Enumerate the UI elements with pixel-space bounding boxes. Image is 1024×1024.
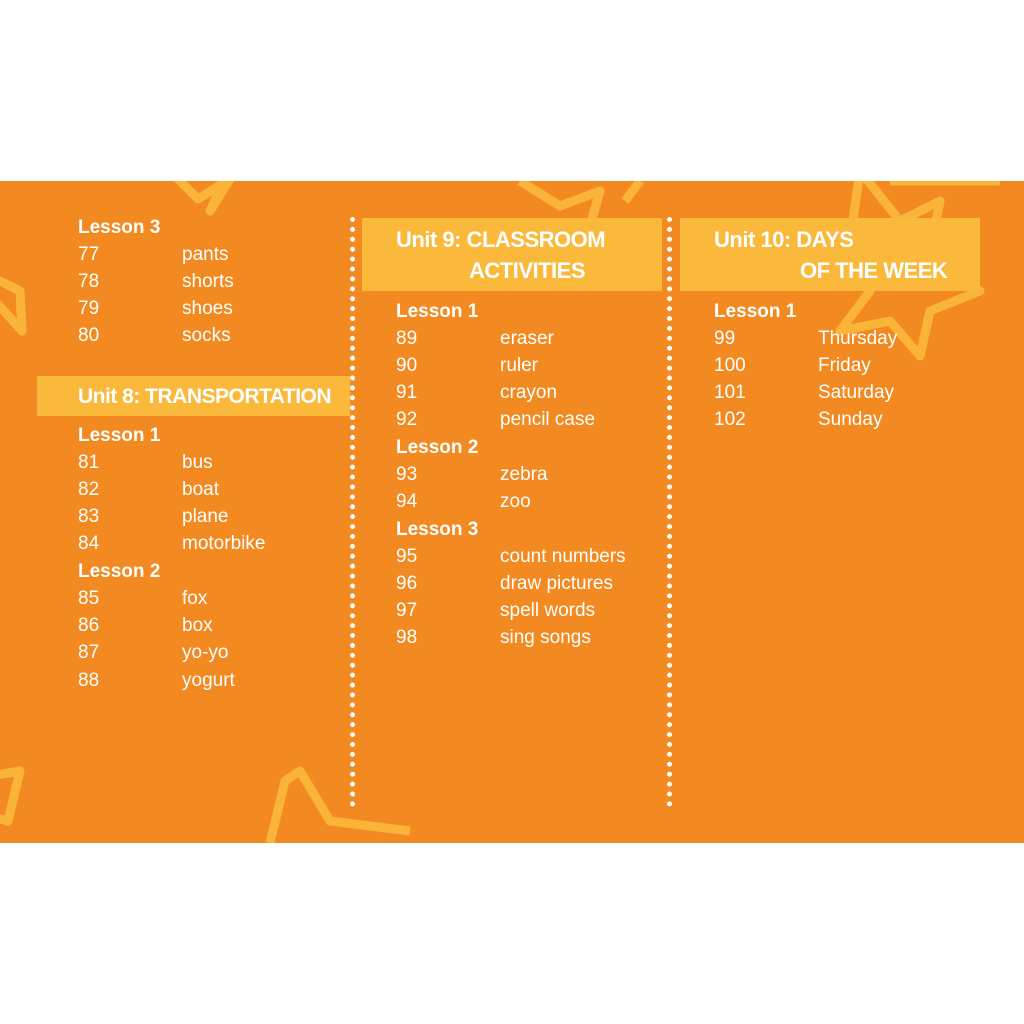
- lesson-heading: Lesson 1: [78, 425, 161, 446]
- item-word: spell words: [500, 600, 596, 621]
- item-word: Sunday: [818, 409, 883, 430]
- lesson-heading: Lesson 2: [396, 437, 479, 458]
- item-number: 84: [78, 533, 100, 554]
- item-number: 78: [78, 271, 100, 292]
- item-word: pants: [182, 244, 229, 265]
- item-number: 98: [396, 627, 418, 648]
- column-divider: [350, 217, 355, 807]
- unit-10-banner: [680, 218, 980, 291]
- item-word: crayon: [500, 382, 558, 403]
- item-word: fox: [182, 588, 208, 609]
- item-word: Thursday: [818, 328, 898, 349]
- item-number: 81: [78, 452, 100, 473]
- item-word: count numbers: [500, 546, 626, 567]
- item-number: 90: [396, 355, 418, 376]
- item-number: 80: [78, 325, 100, 346]
- lesson-heading: Lesson 2: [78, 561, 161, 582]
- item-number: 99: [714, 328, 736, 349]
- item-number: 91: [396, 382, 418, 403]
- item-number: 96: [396, 573, 418, 594]
- item-number: 85: [78, 588, 100, 609]
- item-number: 94: [396, 491, 418, 512]
- item-word: sing songs: [500, 627, 591, 648]
- lesson-heading: Lesson 3: [396, 519, 479, 540]
- column-divider: [667, 217, 672, 807]
- item-number: 97: [396, 600, 418, 621]
- star-outline-icon: [270, 771, 410, 843]
- item-word: Friday: [818, 355, 871, 376]
- item-word: eraser: [500, 328, 554, 349]
- item-word: motorbike: [182, 533, 266, 554]
- unit-10-title-line1: Unit 10: DAYS: [714, 227, 854, 252]
- item-word: bus: [182, 452, 213, 473]
- lesson-heading: Lesson 1: [396, 301, 479, 322]
- item-number: 88: [78, 670, 100, 691]
- item-word: shoes: [182, 298, 233, 319]
- star-outline-icon: [625, 181, 640, 201]
- lesson-heading: Lesson 3: [78, 217, 161, 238]
- item-number: 83: [78, 506, 100, 527]
- item-number: 82: [78, 479, 100, 500]
- star-outline-icon: [0, 771, 20, 821]
- lesson-heading: Lesson 1: [714, 301, 797, 322]
- item-number: 102: [714, 409, 746, 430]
- item-word: box: [182, 615, 213, 636]
- unit-10-title-line2: OF THE WEEK: [800, 258, 948, 283]
- item-word: ruler: [500, 355, 539, 376]
- item-number: 77: [78, 244, 100, 265]
- item-number: 89: [396, 328, 418, 349]
- item-number: 101: [714, 382, 746, 403]
- item-word: yogurt: [182, 670, 235, 691]
- item-number: 93: [396, 464, 418, 485]
- item-word: pencil case: [500, 409, 596, 430]
- item-word: boat: [182, 479, 219, 500]
- item-word: socks: [182, 325, 231, 346]
- unit-8-title: Unit 8: TRANSPORTATION: [78, 385, 332, 408]
- item-word: shorts: [182, 271, 234, 292]
- item-number: 79: [78, 298, 100, 319]
- unit-9-title-line2: ACTIVITIES: [469, 258, 586, 283]
- item-number: 95: [396, 546, 418, 567]
- item-word: zebra: [500, 464, 548, 485]
- item-word: draw pictures: [500, 573, 613, 594]
- item-word: Saturday: [818, 382, 895, 403]
- item-number: 86: [78, 615, 100, 636]
- item-word: zoo: [500, 491, 531, 512]
- item-word: yo-yo: [182, 642, 229, 663]
- item-number: 92: [396, 409, 418, 430]
- item-number: 100: [714, 355, 746, 376]
- star-outline-icon: [170, 181, 230, 211]
- unit-8-banner: [37, 376, 350, 416]
- vocabulary-panel: [0, 181, 1024, 843]
- item-number: 87: [78, 642, 100, 663]
- unit-9-banner: [362, 218, 662, 291]
- item-word: plane: [182, 506, 229, 527]
- unit-9-title-line1: Unit 9: CLASSROOM: [396, 227, 606, 252]
- star-outline-icon: [0, 276, 22, 331]
